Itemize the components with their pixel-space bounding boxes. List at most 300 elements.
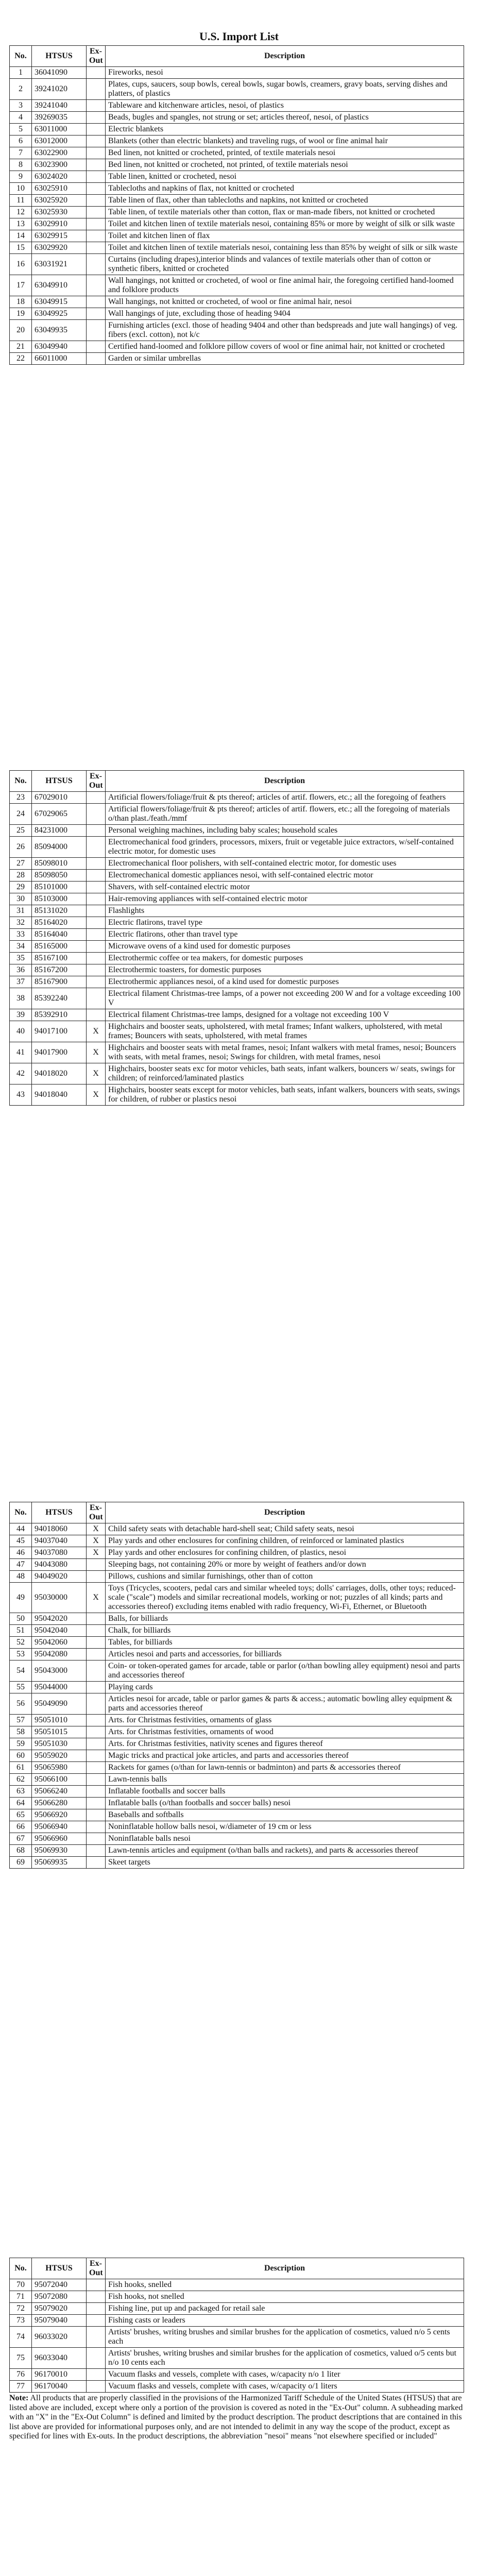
row-htsus-code: 94018020 bbox=[32, 1063, 87, 1084]
table-row bbox=[10, 1715, 464, 1726]
row-ex-out-mark: X bbox=[87, 1021, 106, 1042]
row-htsus-code: 85164020 bbox=[32, 917, 87, 929]
row-ex-out-mark bbox=[87, 1833, 106, 1845]
row-ex-out-mark bbox=[87, 929, 106, 941]
row-ex-out-mark bbox=[87, 1750, 106, 1762]
row-number: 2 bbox=[10, 79, 32, 100]
row-description: Wall hangings, not knitted or crocheted, of wool or fine animal hair, nesoi bbox=[106, 296, 464, 308]
row-description: Plates, cups, saucers, soup bowls, cereal bowls, sugar bowls, creamers, gravy boats, serving dishes and platters, of plastics bbox=[106, 79, 464, 100]
row-number: 25 bbox=[10, 825, 32, 837]
row-ex-out-mark bbox=[87, 1693, 106, 1715]
row-number: 75 bbox=[10, 2348, 32, 2369]
row-ex-out-mark bbox=[87, 1625, 106, 1637]
table-row bbox=[10, 100, 464, 112]
table-header-row bbox=[10, 1502, 464, 1523]
table-row bbox=[10, 1637, 464, 1649]
table-row bbox=[10, 135, 464, 147]
row-ex-out-mark bbox=[87, 341, 106, 353]
row-number: 34 bbox=[10, 941, 32, 953]
row-description: Play yards and other enclosures for confining children, of plastics, nesoi bbox=[106, 1547, 464, 1559]
row-htsus-code: 63049925 bbox=[32, 308, 87, 320]
row-htsus-code: 85165000 bbox=[32, 941, 87, 953]
row-ex-out-mark bbox=[87, 1738, 106, 1750]
row-ex-out-mark bbox=[87, 1660, 106, 1682]
row-ex-out-mark bbox=[87, 1715, 106, 1726]
row-number: 27 bbox=[10, 858, 32, 870]
row-description: Tableware and kitchenware articles, nesoi, of plastics bbox=[106, 100, 464, 112]
row-description: Balls, for billiards bbox=[106, 1613, 464, 1625]
row-htsus-code: 95042020 bbox=[32, 1613, 87, 1625]
row-htsus-code: 63049935 bbox=[32, 320, 87, 341]
row-number: 16 bbox=[10, 254, 32, 275]
row-htsus-code: 95066280 bbox=[32, 1798, 87, 1809]
row-ex-out-mark bbox=[87, 2348, 106, 2369]
row-description: Electrothermic appliances nesoi, of a kind used for domestic purposes bbox=[106, 976, 464, 988]
row-description: Arts. for Christmas festivities, ornaments of glass bbox=[106, 1715, 464, 1726]
table-row bbox=[10, 837, 464, 858]
row-htsus-code: 85392240 bbox=[32, 988, 87, 1009]
row-description: Electrical filament Christmas-tree lamps, designed for a voltage not exceeding 100 V bbox=[106, 1009, 464, 1021]
row-number: 69 bbox=[10, 1857, 32, 1869]
row-ex-out-mark bbox=[87, 275, 106, 296]
header-ex-out: Ex- Out bbox=[87, 771, 106, 792]
row-number: 70 bbox=[10, 2279, 32, 2291]
row-description: Playing cards bbox=[106, 1682, 464, 1693]
row-htsus-code: 85167200 bbox=[32, 964, 87, 976]
row-number: 49 bbox=[10, 1583, 32, 1613]
row-number: 56 bbox=[10, 1693, 32, 1715]
table-row bbox=[10, 1660, 464, 1682]
row-ex-out-mark bbox=[87, 2369, 106, 2381]
table-row bbox=[10, 2303, 464, 2315]
row-number: 74 bbox=[10, 2327, 32, 2348]
row-number: 73 bbox=[10, 2315, 32, 2327]
row-description: Electromechanical domestic appliances nesoi, with self-contained electric motor bbox=[106, 870, 464, 882]
table-row bbox=[10, 870, 464, 882]
row-number: 51 bbox=[10, 1625, 32, 1637]
row-htsus-code: 95044000 bbox=[32, 1682, 87, 1693]
table-row bbox=[10, 1762, 464, 1774]
row-htsus-code: 95066940 bbox=[32, 1821, 87, 1833]
row-number: 15 bbox=[10, 242, 32, 254]
row-number: 32 bbox=[10, 917, 32, 929]
row-htsus-code: 85167100 bbox=[32, 953, 87, 964]
row-number: 58 bbox=[10, 1726, 32, 1738]
row-description: Artists' brushes, writing brushes and similar brushes for the application of cosmetics, valued n/o 5 cents each bbox=[106, 2327, 464, 2348]
row-ex-out-mark bbox=[87, 171, 106, 183]
row-description: Bed linen, not knitted or crocheted, not printed, of textile materials nesoi bbox=[106, 159, 464, 171]
header-ex-out: Ex- Out bbox=[87, 1502, 106, 1523]
row-ex-out-mark bbox=[87, 1682, 106, 1693]
row-htsus-code: 95066920 bbox=[32, 1809, 87, 1821]
row-htsus-code: 63022900 bbox=[32, 147, 87, 159]
import-table-section-3 bbox=[9, 1502, 464, 1869]
row-htsus-code: 85131020 bbox=[32, 905, 87, 917]
row-ex-out-mark bbox=[87, 308, 106, 320]
table-row bbox=[10, 218, 464, 230]
row-number: 12 bbox=[10, 207, 32, 218]
row-htsus-code: 96033020 bbox=[32, 2327, 87, 2348]
row-ex-out-mark bbox=[87, 195, 106, 207]
table-row bbox=[10, 1833, 464, 1845]
table-row bbox=[10, 1523, 464, 1535]
header-htsus: HTSUS bbox=[32, 2258, 87, 2279]
row-htsus-code: 67029065 bbox=[32, 804, 87, 825]
table-row bbox=[10, 2279, 464, 2291]
row-htsus-code: 94043080 bbox=[32, 1559, 87, 1571]
row-htsus-code: 96033040 bbox=[32, 2348, 87, 2369]
row-ex-out-mark bbox=[87, 976, 106, 988]
row-description: Fishing casts or leaders bbox=[106, 2315, 464, 2327]
row-htsus-code: 63029910 bbox=[32, 218, 87, 230]
row-description: Electric flatirons, travel type bbox=[106, 917, 464, 929]
row-description: Child safety seats with detachable hard-shell seat; Child safety seats, nesoi bbox=[106, 1523, 464, 1535]
row-description: Fish hooks, not snelled bbox=[106, 2291, 464, 2303]
table-row bbox=[10, 1857, 464, 1869]
row-htsus-code: 96170040 bbox=[32, 2381, 87, 2393]
row-htsus-code: 95030000 bbox=[32, 1583, 87, 1613]
table-row bbox=[10, 1559, 464, 1571]
table-row bbox=[10, 882, 464, 893]
row-description: Baseballs and softballs bbox=[106, 1809, 464, 1821]
row-number: 55 bbox=[10, 1682, 32, 1693]
row-ex-out-mark bbox=[87, 124, 106, 135]
row-htsus-code: 95042040 bbox=[32, 1625, 87, 1637]
row-description: Highchairs, booster seats exc for motor vehicles, bath seats, infant walkers, bouncers w/ seats, swings for children; of reinforced/laminated plastics bbox=[106, 1063, 464, 1084]
table-row bbox=[10, 1738, 464, 1750]
row-description: Furnishing articles (excl. those of heading 9404 and other than bedspreads and jute wall hangings) of veg. fibers (excl. cotton), not k/c bbox=[106, 320, 464, 341]
row-ex-out-mark bbox=[87, 917, 106, 929]
row-htsus-code: 95051010 bbox=[32, 1715, 87, 1726]
row-description: Hair-removing appliances with self-contained electric motor bbox=[106, 893, 464, 905]
row-htsus-code: 63012000 bbox=[32, 135, 87, 147]
row-htsus-code: 95079040 bbox=[32, 2315, 87, 2327]
row-ex-out-mark bbox=[87, 67, 106, 79]
row-htsus-code: 85103000 bbox=[32, 893, 87, 905]
row-ex-out-mark bbox=[87, 858, 106, 870]
header-htsus: HTSUS bbox=[32, 1502, 87, 1523]
table-row bbox=[10, 1063, 464, 1084]
row-ex-out-mark bbox=[87, 1571, 106, 1583]
row-htsus-code: 63011000 bbox=[32, 124, 87, 135]
row-htsus-code: 95069935 bbox=[32, 1857, 87, 1869]
row-ex-out-mark bbox=[87, 79, 106, 100]
row-description: Toilet and kitchen linen of flax bbox=[106, 230, 464, 242]
row-htsus-code: 95043000 bbox=[32, 1660, 87, 1682]
row-ex-out-mark bbox=[87, 964, 106, 976]
row-ex-out-mark bbox=[87, 2291, 106, 2303]
row-description: Artificial flowers/foliage/fruit & pts thereof; articles of artif. flowers, etc.; all the foregoing of materials o/than plast./feath./mmf bbox=[106, 804, 464, 825]
row-number: 67 bbox=[10, 1833, 32, 1845]
row-ex-out-mark bbox=[87, 320, 106, 341]
header-description: Description bbox=[106, 1502, 464, 1523]
row-ex-out-mark bbox=[87, 804, 106, 825]
table-row bbox=[10, 159, 464, 171]
table-row bbox=[10, 1798, 464, 1809]
header-no: No. bbox=[10, 771, 32, 792]
table-header-row bbox=[10, 771, 464, 792]
row-ex-out-mark bbox=[87, 988, 106, 1009]
row-number: 53 bbox=[10, 1649, 32, 1660]
row-ex-out-mark bbox=[87, 870, 106, 882]
table-row bbox=[10, 929, 464, 941]
row-htsus-code: 95066240 bbox=[32, 1786, 87, 1798]
row-ex-out-mark bbox=[87, 1559, 106, 1571]
row-htsus-code: 95042060 bbox=[32, 1637, 87, 1649]
table-row bbox=[10, 1535, 464, 1547]
row-htsus-code: 39241020 bbox=[32, 79, 87, 100]
row-htsus-code: 94037040 bbox=[32, 1535, 87, 1547]
row-htsus-code: 94017100 bbox=[32, 1021, 87, 1042]
note-label: Note: bbox=[9, 2394, 29, 2402]
table-row bbox=[10, 1613, 464, 1625]
row-description: Articles nesoi and parts and accessories, for billiards bbox=[106, 1649, 464, 1660]
row-number: 64 bbox=[10, 1798, 32, 1809]
table-row bbox=[10, 1750, 464, 1762]
table-row bbox=[10, 1571, 464, 1583]
row-ex-out-mark bbox=[87, 1845, 106, 1857]
row-description: Beads, bugles and spangles, not strung or set; articles thereof, nesoi, of plastics bbox=[106, 112, 464, 124]
row-description: Sleeping bags, not containing 20% or more by weight of feathers and/or down bbox=[106, 1559, 464, 1571]
row-ex-out-mark bbox=[87, 792, 106, 804]
row-description: Fireworks, nesoi bbox=[106, 67, 464, 79]
row-description: Wall hangings, not knitted or crocheted, of wool or fine animal hair, the foregoing certified hand-loomed and folklore products bbox=[106, 275, 464, 296]
header-no: No. bbox=[10, 1502, 32, 1523]
row-number: 30 bbox=[10, 893, 32, 905]
row-description: Microwave ovens of a kind used for domestic purposes bbox=[106, 941, 464, 953]
import-table-section-1 bbox=[9, 45, 464, 365]
row-number: 21 bbox=[10, 341, 32, 353]
row-ex-out-mark bbox=[87, 1821, 106, 1833]
row-ex-out-mark bbox=[87, 1726, 106, 1738]
row-number: 62 bbox=[10, 1774, 32, 1786]
header-description: Description bbox=[106, 46, 464, 67]
row-ex-out-mark bbox=[87, 825, 106, 837]
row-htsus-code: 95051015 bbox=[32, 1726, 87, 1738]
table-row bbox=[10, 242, 464, 254]
row-description: Electric blankets bbox=[106, 124, 464, 135]
row-description: Electrical filament Christmas-tree lamps, of a power not exceeding 200 W and for a voltage exceeding 100 V bbox=[106, 988, 464, 1009]
row-ex-out-mark bbox=[87, 2303, 106, 2315]
row-htsus-code: 85098050 bbox=[32, 870, 87, 882]
row-description: Wall hangings of jute, excluding those of heading 9404 bbox=[106, 308, 464, 320]
row-description: Table linen of flax, other than tablecloths and napkins, not knitted or crocheted bbox=[106, 195, 464, 207]
row-description: Table linen, of textile materials other than cotton, flax or man-made fibers, not knitted or crocheted bbox=[106, 207, 464, 218]
table-row bbox=[10, 67, 464, 79]
table-row bbox=[10, 124, 464, 135]
row-number: 54 bbox=[10, 1660, 32, 1682]
row-number: 63 bbox=[10, 1786, 32, 1798]
row-ex-out-mark: X bbox=[87, 1547, 106, 1559]
row-ex-out-mark: X bbox=[87, 1084, 106, 1106]
row-description: Blankets (other than electric blankets) and traveling rugs, of wool or fine animal hair bbox=[106, 135, 464, 147]
table-row bbox=[10, 1682, 464, 1693]
row-htsus-code: 85164040 bbox=[32, 929, 87, 941]
row-htsus-code: 63049910 bbox=[32, 275, 87, 296]
row-ex-out-mark bbox=[87, 2327, 106, 2348]
row-description: Vacuum flasks and vessels, complete with cases, w/capacity o/1 liters bbox=[106, 2381, 464, 2393]
header-htsus: HTSUS bbox=[32, 771, 87, 792]
row-description: Lawn-tennis balls bbox=[106, 1774, 464, 1786]
row-number: 29 bbox=[10, 882, 32, 893]
row-ex-out-mark bbox=[87, 218, 106, 230]
row-htsus-code: 63024020 bbox=[32, 171, 87, 183]
row-ex-out-mark: X bbox=[87, 1535, 106, 1547]
table-row bbox=[10, 964, 464, 976]
table-header-row bbox=[10, 2258, 464, 2279]
row-number: 43 bbox=[10, 1084, 32, 1106]
row-htsus-code: 63049940 bbox=[32, 341, 87, 353]
row-ex-out-mark bbox=[87, 893, 106, 905]
row-ex-out-mark: X bbox=[87, 1583, 106, 1613]
row-htsus-code: 85167900 bbox=[32, 976, 87, 988]
row-description: Highchairs and booster seats with metal frames, nesoi; Infant walkers with metal frames, nesoi; Bouncers with seats, with metal frames, nesoi; Swings for children, with metal frames, nesoi bbox=[106, 1042, 464, 1063]
row-number: 24 bbox=[10, 804, 32, 825]
row-htsus-code: 63029915 bbox=[32, 230, 87, 242]
row-ex-out-mark bbox=[87, 1637, 106, 1649]
row-number: 6 bbox=[10, 135, 32, 147]
row-htsus-code: 95072080 bbox=[32, 2291, 87, 2303]
table-row bbox=[10, 79, 464, 100]
row-number: 35 bbox=[10, 953, 32, 964]
row-htsus-code: 95072040 bbox=[32, 2279, 87, 2291]
row-description: Table linen, knitted or crocheted, nesoi bbox=[106, 171, 464, 183]
row-description: Fishing line, put up and packaged for retail sale bbox=[106, 2303, 464, 2315]
row-htsus-code: 85098010 bbox=[32, 858, 87, 870]
row-ex-out-mark bbox=[87, 254, 106, 275]
row-ex-out-mark bbox=[87, 159, 106, 171]
row-description: Toilet and kitchen linen of textile materials nesoi, containing less than 85% by weight of silk or silk waste bbox=[106, 242, 464, 254]
row-number: 66 bbox=[10, 1821, 32, 1833]
table-row bbox=[10, 1786, 464, 1798]
row-number: 18 bbox=[10, 296, 32, 308]
row-htsus-code: 84231000 bbox=[32, 825, 87, 837]
row-number: 65 bbox=[10, 1809, 32, 1821]
row-number: 38 bbox=[10, 988, 32, 1009]
row-description: Electrothermic toasters, for domestic purposes bbox=[106, 964, 464, 976]
table-row bbox=[10, 207, 464, 218]
row-description: Inflatable balls (o/than footballs and soccer balls) nesoi bbox=[106, 1798, 464, 1809]
row-htsus-code: 95069930 bbox=[32, 1845, 87, 1857]
table-row bbox=[10, 183, 464, 195]
note-text: All products that are properly classified in the provisions of the Harmonized Tariff Schedule of the United States (HTSUS) that are listed above are included, except where only a portion of the provision is covered as noted in the "Ex-Out" column. A subheading marked with an "X" in the "Ex-Out Column" is defined and limited by the product description. The product descriptions that are contained in this list above are provided for informational purposes only, and are not intended to delimit in any way the scope of the product, except as specified for lines with Ex-outs. In the product descriptions, the abbreviation "nesoi" means "not elsewhere specified or included" bbox=[9, 2394, 463, 2441]
import-table-section-2 bbox=[9, 770, 464, 1106]
table-row bbox=[10, 353, 464, 365]
table-row bbox=[10, 2381, 464, 2393]
table-row bbox=[10, 2291, 464, 2303]
row-description: Highchairs, booster seats except for motor vehicles, bath seats, infant walkers, bouncers with seats, swings for children, of rubber or plastics nesoi bbox=[106, 1084, 464, 1106]
table-row bbox=[10, 2369, 464, 2381]
row-description: Personal weighing machines, including baby scales; household scales bbox=[106, 825, 464, 837]
row-htsus-code: 95049090 bbox=[32, 1693, 87, 1715]
row-ex-out-mark bbox=[87, 941, 106, 953]
row-number: 50 bbox=[10, 1613, 32, 1625]
row-htsus-code: 94018040 bbox=[32, 1084, 87, 1106]
row-htsus-code: 94049020 bbox=[32, 1571, 87, 1583]
row-description: Pillows, cushions and similar furnishings, other than of cotton bbox=[106, 1571, 464, 1583]
row-number: 44 bbox=[10, 1523, 32, 1535]
row-description: Chalk, for billiards bbox=[106, 1625, 464, 1637]
row-number: 47 bbox=[10, 1559, 32, 1571]
header-no: No. bbox=[10, 2258, 32, 2279]
row-description: Electromechanical food grinders, processors, mixers, fruit or vegetable juice extractors, w/self-contained electric motor, for domestic uses bbox=[106, 837, 464, 858]
row-number: 57 bbox=[10, 1715, 32, 1726]
row-ex-out-mark bbox=[87, 1613, 106, 1625]
row-number: 22 bbox=[10, 353, 32, 365]
row-ex-out-mark bbox=[87, 135, 106, 147]
table-row bbox=[10, 905, 464, 917]
table-row bbox=[10, 917, 464, 929]
page-title: U.S. Import List bbox=[199, 30, 279, 43]
row-number: 26 bbox=[10, 837, 32, 858]
row-number: 13 bbox=[10, 218, 32, 230]
row-description: Artists' brushes, writing brushes and similar brushes for the application of cosmetics, valued o/5 cents but n/o 10 cents each bbox=[106, 2348, 464, 2369]
table-row bbox=[10, 2348, 464, 2369]
row-description: Lawn-tennis articles and equipment (o/than balls and rackets), and parts & accessories thereof bbox=[106, 1845, 464, 1857]
table-row bbox=[10, 792, 464, 804]
table-row bbox=[10, 2327, 464, 2348]
row-number: 39 bbox=[10, 1009, 32, 1021]
row-number: 41 bbox=[10, 1042, 32, 1063]
row-htsus-code: 63025910 bbox=[32, 183, 87, 195]
row-htsus-code: 85094000 bbox=[32, 837, 87, 858]
row-number: 33 bbox=[10, 929, 32, 941]
row-number: 9 bbox=[10, 171, 32, 183]
row-ex-out-mark bbox=[87, 1762, 106, 1774]
import-table-section-4 bbox=[9, 2258, 464, 2393]
row-description: Inflatable footballs and soccer balls bbox=[106, 1786, 464, 1798]
row-description: Tablecloths and napkins of flax, not knitted or crocheted bbox=[106, 183, 464, 195]
table-row bbox=[10, 953, 464, 964]
row-number: 28 bbox=[10, 870, 32, 882]
table-row bbox=[10, 804, 464, 825]
row-number: 77 bbox=[10, 2381, 32, 2393]
row-ex-out-mark bbox=[87, 207, 106, 218]
table-row bbox=[10, 1547, 464, 1559]
row-ex-out-mark bbox=[87, 183, 106, 195]
row-description: Garden or similar umbrellas bbox=[106, 353, 464, 365]
row-number: 20 bbox=[10, 320, 32, 341]
row-number: 71 bbox=[10, 2291, 32, 2303]
row-number: 68 bbox=[10, 1845, 32, 1857]
row-htsus-code: 63029920 bbox=[32, 242, 87, 254]
row-number: 42 bbox=[10, 1063, 32, 1084]
row-number: 23 bbox=[10, 792, 32, 804]
row-number: 4 bbox=[10, 112, 32, 124]
row-description: Arts. for Christmas festivities, nativity scenes and figures thereof bbox=[106, 1738, 464, 1750]
row-ex-out-mark bbox=[87, 296, 106, 308]
table-row bbox=[10, 976, 464, 988]
row-description: Vacuum flasks and vessels, complete with cases, w/capacity n/o 1 liter bbox=[106, 2369, 464, 2381]
row-number: 72 bbox=[10, 2303, 32, 2315]
table-row bbox=[10, 171, 464, 183]
row-number: 19 bbox=[10, 308, 32, 320]
table-row bbox=[10, 254, 464, 275]
row-number: 1 bbox=[10, 67, 32, 79]
row-description: Tables, for billiards bbox=[106, 1637, 464, 1649]
row-description: Play yards and other enclosures for confining children, of reinforced or laminated plastics bbox=[106, 1535, 464, 1547]
header-description: Description bbox=[106, 2258, 464, 2279]
row-number: 36 bbox=[10, 964, 32, 976]
row-description: Noninflatable hollow balls nesoi, w/diameter of 19 cm or less bbox=[106, 1821, 464, 1833]
table-row bbox=[10, 1774, 464, 1786]
row-description: Shavers, with self-contained electric motor bbox=[106, 882, 464, 893]
table-row bbox=[10, 1693, 464, 1715]
row-description: Coin- or token-operated games for arcade, table or parlor (o/than bowling alley equipment) nesoi and parts and accessories thereof bbox=[106, 1660, 464, 1682]
row-description: Arts. for Christmas festivities, ornaments of wood bbox=[106, 1726, 464, 1738]
row-ex-out-mark bbox=[87, 100, 106, 112]
table-row bbox=[10, 308, 464, 320]
